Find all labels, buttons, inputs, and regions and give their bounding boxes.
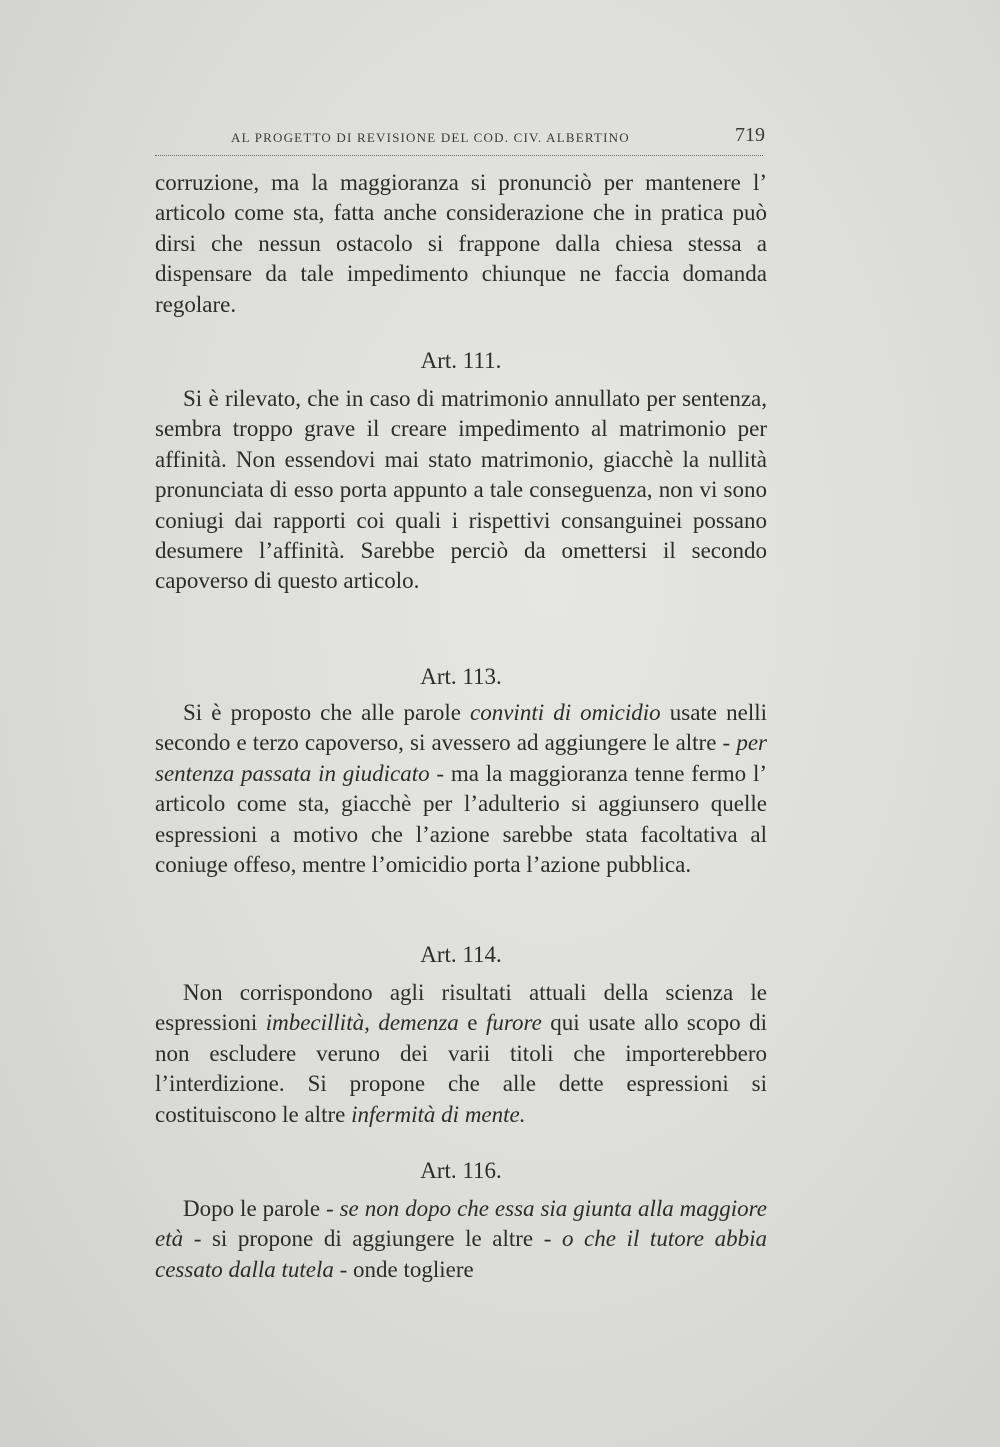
art-111-block xyxy=(155,384,767,597)
page-header xyxy=(155,124,765,154)
art-114-heading: Art. 114. xyxy=(420,942,502,967)
art-113-italic-2: per sentenza passata in giudicato xyxy=(155,730,767,786)
art-116-italic-2: o che il tutore abbia cessato dalla tutela xyxy=(155,1226,767,1282)
art-114-italic-1: imbecillità, demenza xyxy=(265,1010,459,1036)
art-113-paragraph xyxy=(155,698,767,880)
art-113-text-2: usate nelli secondo e terzo capoverso, si avessero ad aggiungere le altre - xyxy=(155,700,767,756)
art-116-text-3: - onde togliere xyxy=(333,1256,474,1282)
header-rule xyxy=(155,155,763,156)
art-116-heading: Art. 116. xyxy=(420,1158,502,1183)
intro-paragraph-block xyxy=(155,168,767,320)
art-116-block xyxy=(155,1194,767,1285)
art-116-text-1: Dopo le parole - xyxy=(183,1196,340,1221)
page-number: 719 xyxy=(735,124,765,146)
art-111-heading: Art. 111. xyxy=(420,348,502,373)
art-113-text-3: - ma la maggioranza tenne fermo l’ articolo come sta, giacchè per l’adulterio si aggiunsero quelle espressioni a motivo che l’azione sarebbe stata facoltativa al coniuge offeso, mentre l’omicidio porta l’azione pubblica. xyxy=(155,760,767,878)
art-113-text-1: Si è proposto che alle parole xyxy=(183,700,471,725)
art-113-heading: Art. 113. xyxy=(420,664,502,689)
art-114-text-2: e xyxy=(458,1010,487,1036)
art-114-italic-2: furore xyxy=(486,1010,542,1036)
intro-paragraph: corruzione, ma la maggioranza si pronunciò per mantenere l’ articolo come sta, fatta anche considerazione che in pratica può dirsi che nessun ostacolo si frappone dalla chiesa stessa a dispensare da tale impedimento chiunque ne faccia domanda regolare. xyxy=(155,170,767,317)
art-114-block xyxy=(155,978,767,1130)
art-113-block xyxy=(155,698,767,880)
art-114-text-3: qui usate allo scopo di non escludere veruno dei varii titoli che importerebbero l’interdizione. Si propone che alle dette espressioni si costituiscono le altre xyxy=(155,1010,767,1127)
art-116-text-2: - si propone di aggiungere le altre - xyxy=(183,1226,562,1252)
art-114-text-1: Non corrispondono agli risultati attuali della scienza le espressioni xyxy=(155,980,767,1036)
art-116-paragraph xyxy=(155,1194,767,1285)
art-114-paragraph xyxy=(155,978,767,1130)
art-113-italic-1: convinti di omicidio xyxy=(470,700,661,725)
art-116-italic-1: se non dopo che essa sia giunta alla maggiore età xyxy=(155,1196,767,1252)
art-111-paragraph: Si è rilevato, che in caso di matrimonio annullato per sentenza, sembra troppo grave il creare impedimento al matrimonio per affinità. Non essendovi mai stato matrimonio, giacchè la nullità pronunciata di esso porta appunto a tale conseguenza, non vi sono coniugi dai rapporti coi quali i rispettivi consanguinei possano desumere l’affinità. Sarebbe perciò da omettersi il secondo capoverso di questo articolo. xyxy=(155,386,767,594)
art-114-italic-3: infermità di mente. xyxy=(351,1101,526,1127)
running-head: AL PROGETTO DI REVISIONE DEL COD. CIV. ALBERTINO xyxy=(231,130,630,145)
